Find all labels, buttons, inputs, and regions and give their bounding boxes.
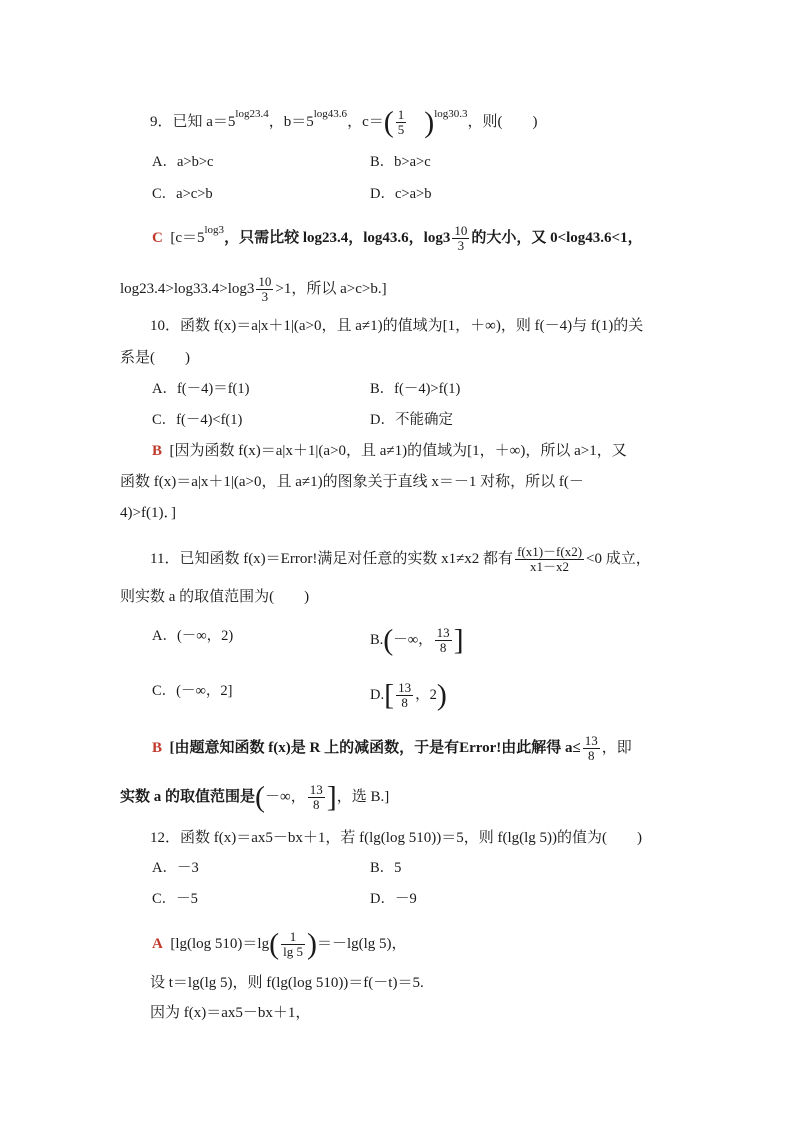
q12-solution-line1: A [lg(log 510)＝lg( $\frac{1}{\lg 5}$ )＝－lg(lg 5)， [152, 927, 407, 961]
q11-stem-line1: 11．已知函数 f(x)＝Error!满足对任意的实数 x1≠x2 都有 $\frac{f(x1)-f(x2)}{x1-x2}$ <0 成立， [150, 544, 651, 574]
q10-option-c: C．f(－4)<f(1) [152, 412, 243, 428]
q9-option-b: B．b>a>c [370, 154, 431, 170]
q11-option-a: A．(－∞，2) [152, 628, 234, 644]
q11-stem-line2: 则实数 a 的取值范围为( ) [120, 589, 310, 605]
q11-solution-line1: B [由题意知函数 f(x)是 R 上的减函数，于是有Error!由此解得 a≤ $\frac{13}{8}$ ，即 [152, 733, 632, 763]
q10-stem-line2: 系是( ) [120, 350, 190, 366]
q12-solution-line3: 因为 f(x)＝ax5－bx＋1， [150, 1005, 311, 1021]
q10-solution-line1: B [因为函数 f(x)＝a|x＋1|(a>0，且 a≠1)的值域为[1，＋∞)，所以 a>1，又 [152, 443, 627, 459]
q12-option-a: A．－3 [152, 860, 199, 876]
q12-option-d: D．－9 [370, 891, 417, 907]
q12-option-c: C．－5 [152, 891, 198, 907]
q10-answer: B [152, 443, 163, 459]
q10-solution-line2: 函数 f(x)＝a|x＋1|(a>0，且 a≠1)的图象关于直线 x＝－1 对称，所以 f(－ [120, 474, 584, 490]
q12-stem: 12．函数 f(x)＝ax5－bx＋1，若 f(lg(log 510))＝5，则 f(lg(lg 5))的值为( ) [150, 830, 643, 846]
q9-option-d: D．c>a>b [370, 186, 432, 202]
q11-option-c: C．(－∞，2] [152, 683, 233, 699]
q10-option-b: B．f(－4)>f(1) [370, 381, 461, 397]
q9-solution-line1: C [$c=5^{log3}$，只需比较 log23.4，log43.6，log3 $\frac{10}{3}$ 的大小，又 0<log43.6<1， [152, 223, 643, 254]
q9-option-a: A．a>b>c [152, 154, 214, 170]
q10-option-d: D．不能确定 [370, 412, 453, 428]
q11-answer: B [152, 739, 163, 756]
q10-stem-line1: 10．函数 f(x)＝a|x＋1|(a>0，且 a≠1)的值域为[1，＋∞)，则 f(－4)与 f(1)的关 [150, 318, 644, 334]
q11-option-d: D.[ $\frac{13}{8}$ ，2) [370, 678, 447, 712]
q9-stem: 9．已知 $a=5^{log23.4}$，$b=5^{log43.6}$，c＝( $\frac{1}{5}$ )$^{log30.3}$，则( ) [150, 105, 538, 139]
q9-answer: C [152, 230, 163, 246]
q12-solution-line2: 设 t＝lg(lg 5)，则 f(lg(log 510))＝f(－t)＝5. [150, 975, 424, 991]
q10-option-a: A．f(－4)＝f(1) [152, 381, 250, 397]
q11-option-b: B.(－∞， $\frac{13}{8}$ ] [370, 623, 464, 657]
q9-solution-line2: log23.4>log33.4>log3 $\frac{10}{3}$ >1，所以 a>c>b.] [120, 274, 387, 304]
q12-answer: A [152, 935, 163, 952]
q10-solution-line3: 4)>f(1)．] [120, 505, 176, 521]
q12-option-b: B．5 [370, 860, 402, 876]
q9-option-c: C．a>c>b [152, 186, 213, 202]
q11-solution-line2: 实数 a 的取值范围是(－∞， $\frac{13}{8}$ ]，选 B.] [120, 780, 390, 814]
